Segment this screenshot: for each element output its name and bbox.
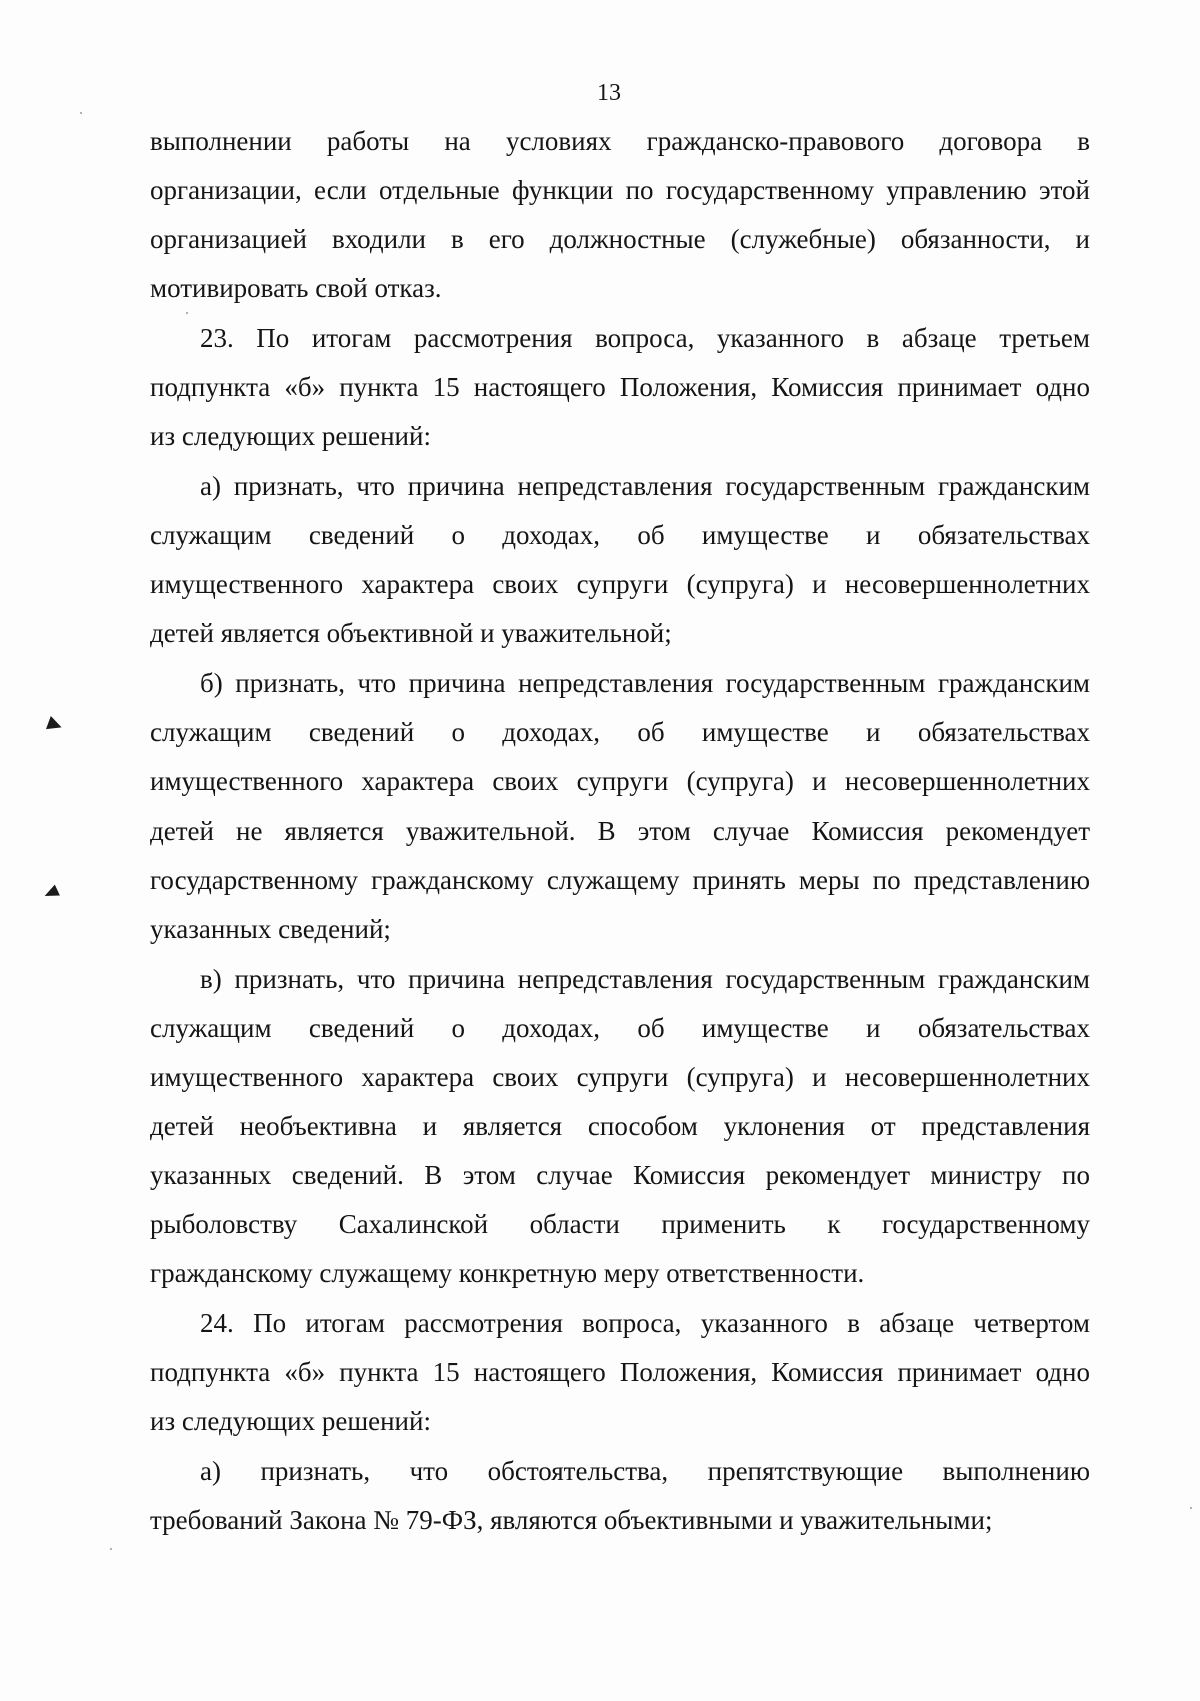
- document-text-line: указанных сведений;: [150, 914, 391, 944]
- document-text-line: гражданскому служащему конкретную меру ответственности.: [150, 1258, 865, 1288]
- document-text-line: б) признать, что причина непредставления государственным гражданским: [200, 668, 1090, 698]
- document-text-line: государственному гражданскому служащему принять меры по представлению: [150, 865, 1090, 895]
- document-text-line: в) признать, что причина непредставления государственным гражданским: [200, 964, 1090, 994]
- document-text-line: указанных сведений. В этом случае Комиссия рекомендует министру по: [150, 1160, 1090, 1190]
- document-text-line: подпункта «б» пункта 15 настоящего Положения, Комиссия принимает одно: [150, 372, 1090, 402]
- document-text-line: выполнении работы на условиях гражданско-правового договора в: [150, 126, 1090, 156]
- document-text-line: имущественного характера своих супруги (супруга) и несовершеннолетних: [150, 569, 1090, 599]
- scan-speck: [80, 112, 82, 114]
- document-text-line: детей не является уважительной. В этом случае Комиссия рекомендует: [150, 816, 1090, 846]
- document-text-line: 23. По итогам рассмотрения вопроса, указанного в абзаце третьем: [200, 323, 1090, 353]
- document-text-line: подпункта «б» пункта 15 настоящего Положения, Комиссия принимает одно: [150, 1357, 1090, 1387]
- document-text-line: детей является объективной и уважительной;: [150, 618, 672, 648]
- document-text-line: из следующих решений:: [150, 421, 431, 451]
- document-text-line: из следующих решений:: [150, 1406, 431, 1436]
- scan-speck: [1190, 1507, 1192, 1509]
- document-text-line: служащим сведений о доходах, об имуществе и обязательствах: [150, 520, 1090, 550]
- document-text-line: служащим сведений о доходах, об имуществе и обязательствах: [150, 1013, 1090, 1043]
- document-text-line: а) признать, что причина непредставления государственным гражданским: [200, 471, 1090, 501]
- scan-speck: [186, 312, 188, 314]
- document-text-line: мотивировать свой отказ.: [150, 273, 442, 303]
- document-text-line: рыболовству Сахалинской области применить к государственному: [150, 1209, 1090, 1239]
- document-text-line: а) признать, что обстоятельства, препятствующие выполнению: [200, 1456, 1090, 1486]
- document-text-line: 24. По итогам рассмотрения вопроса, указанного в абзаце четвертом: [200, 1308, 1090, 1338]
- page-number: 13: [597, 80, 621, 106]
- document-text-line: организацией входили в его должностные (служебные) обязанности, и: [150, 224, 1090, 254]
- document-text-line: имущественного характера своих супруги (супруга) и несовершеннолетних: [150, 1062, 1090, 1092]
- document-text-line: требований Закона № 79-ФЗ, являются объективными и уважительными;: [150, 1505, 993, 1535]
- margin-scan-mark: [42, 885, 60, 902]
- document-text-line: детей необъективна и является способом уклонения от представления: [150, 1111, 1090, 1141]
- scan-speck: [110, 1548, 112, 1550]
- document-text-line: служащим сведений о доходах, об имуществе и обязательствах: [150, 717, 1090, 747]
- document-text-line: организации, если отдельные функции по государственному управлению этой: [150, 175, 1090, 205]
- document-text-line: имущественного характера своих супруги (супруга) и несовершеннолетних: [150, 766, 1090, 796]
- margin-scan-mark: [46, 716, 64, 734]
